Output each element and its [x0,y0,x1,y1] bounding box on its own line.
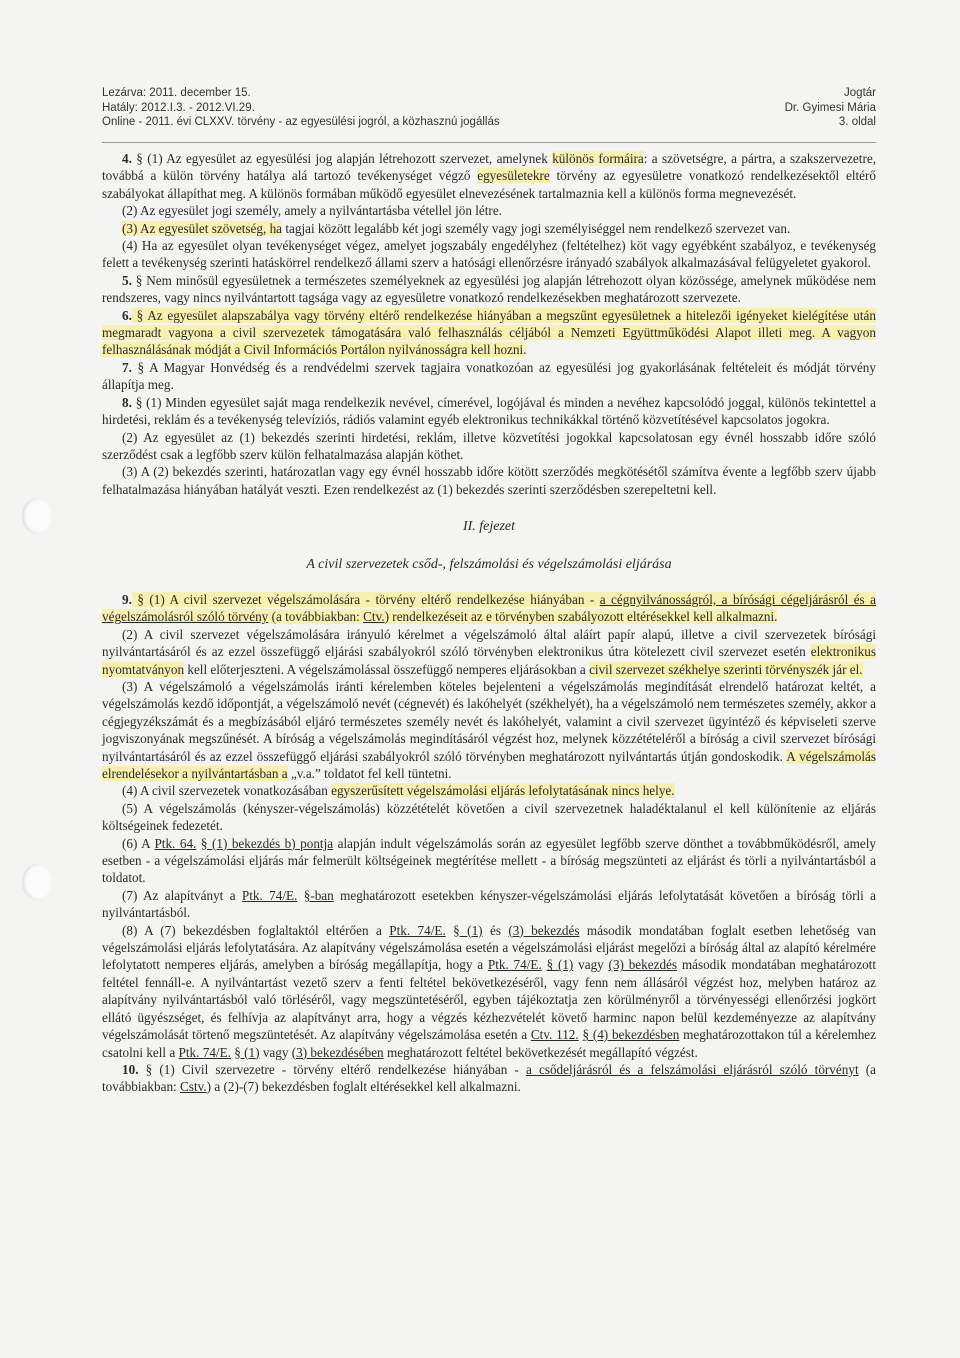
header-source: Jogtár [844,87,876,99]
text: és [482,922,509,938]
law-link[interactable]: Ptk. 74/E. [178,1044,231,1060]
law-link[interactable]: (3) bekezdés [608,957,678,973]
document-body [102,150,876,1096]
highlight: elektronikus nyomtatványon [102,644,876,677]
law-link[interactable]: a csődeljárásról és a felszámolási eljárásról szóló törvényt [525,1061,859,1077]
law-link[interactable]: § (1) bekezdés b) pontja [200,835,334,851]
header-author: Dr. Gyimesi Mária [784,101,876,114]
punch-hole [22,864,52,900]
text: : a szövetségre, a pártra, a szakszervezetre, továbbá a külön törvény hatálya alá tartozó tevékenységet végző [102,151,876,184]
header-right [785,86,876,130]
text: második mondatában meghatározott feltétel fennáll-e. A nyilvántartást vezető szerv a fenti feltétel bekövetkezéséről, vagy fenn nem állásáról végzést hoz, melyben határoz az alapítvány nyilvántartásból való törléséről, vagy megszüntetéséről, egyben tájékoztatja zen körülményről a törvényességi ellenőrzési jogkört ellátó ügyészséget, és felhívja az alapítványt arra, hogy a végzés kézhezvételét követő harminc napon belül kezdeményezze az alapítvány végelszámolását törtenő megszüntetését. Az alapítvány végelszámolása esetén a [102,957,876,1043]
text: második mondatában foglalt esetben lehetőség van végelszámolási eljárás lefolytatására. Az alapítvány végelszámolása esetén a végelszámolási eljárást megelőzi a bíróság által az alapító kérelmére lefolytatott nemperes eljárás, amelyben a bíróság megállapítja, hogy a [102,922,876,973]
text: (a továbbiakban: [102,1061,877,1095]
law-link[interactable]: a cégnyilvánosságról, a bírósági cégeljárásról és a végelszámolásról szóló törvény [102,591,877,625]
text: (6) A [122,835,155,851]
text: vagy [259,1044,292,1060]
law-link[interactable]: § (1) [546,957,574,973]
law-link[interactable]: (3) bekezdésében [291,1044,384,1060]
highlight: civil szervezet székhelye szerinti törvényszék jár el. [589,661,863,677]
section-number: 6. [122,307,132,323]
section-9-para-8 [102,922,876,1061]
highlight: A végelszámolás elrendelésekor a nyilvántartásban a [102,748,876,781]
law-link[interactable]: (3) bekezdés [508,922,580,938]
section-9-para-6 [102,835,876,887]
section-number: 4. [122,151,132,166]
highlight: különös formáira [552,151,644,166]
section-9-para-5: (5) A végelszámolás (kényszer-végelszámolás) közzétételét követően a civil szervezetnek haladéktalanul el kell különítenie az eljárás költségeinek fedezetét. [102,800,876,834]
punch-hole [22,498,52,534]
text: § Nem minősül egyesületnek a természetes személyeknek az egyesülési jog alapján létrehozott olyan közössége, amelynek működése nem rendszeres, vagy nincs nyilvántartott tagsága vagy az egyesületre vonatkozó rendelkezésekben meghatározott szervezete. [102,272,876,306]
text: § (1) Minden egyesület saját maga rendelkezik nevével, címerével, logójával és minden a nevéhez kapcsolódó joggal, különös tekintettel a hirdetési, reklám és a tevékenység televíziós, rádiós valamint egyéb elektronikus technikákkal történő közvetítésével kapcsolatos jogokra. [102,394,876,428]
header-effect-period: Hatály: 2012.I.3. - 2012.VI.29. [102,101,255,114]
text: (2) A civil szervezet végelszámolására irányuló kérelmet a végelszámoló által aláírt papír alapú, illetve a civil szervezetek bírósági nyilvántartásáról és az ezzel összefüggő eljárási szabályokról szóló törvényben elektronikus útra kötelezett civil szervezet esetén [102,626,876,660]
highlight: ) rendelkezéseit az e törvényben szabályozott eltérésekkel kell alkalmazni. [384,609,778,625]
text: meghatározott esetekben kényszer-végelszámolási eljárás lefolytatását követően a bíróság törli a nyilvántartásból. [102,887,876,921]
law-link[interactable]: Ptk. 74/E. [241,887,298,903]
header-law-title: Online - 2011. évi CLXXV. törvény - az egyesülési jogról, a közhasznú jogállás [102,116,500,128]
text: (8) A (7) bekezdésben foglaltaktól eltérően a [122,922,390,938]
header-left [102,86,500,130]
highlight: (3) Az egyesület szövetség, ha [122,220,283,236]
text: meghatározottakon túl a kérelemhez csatolni kell a [102,1027,876,1060]
highlight: egyesületekre [477,168,550,184]
section-number: 10. [122,1061,139,1077]
law-link[interactable]: Ptk. 74/E. [389,922,446,938]
chapter-title: A civil szervezetek csőd-, felszámolási és végelszámolási eljárása [306,556,672,572]
highlight: (a továbbiakban: [268,609,364,625]
chapter-heading: II. fejezet [462,519,516,535]
highlight: § (1) A civil szervezet végelszámolására - törvény eltérő rendelkezése hiányában - [131,591,600,607]
section-8-para-3: (3) A (2) bekezdés szerinti, határozatlan vagy egy évnél hosszabb időre kötött szerződés megkötésétől számítva évente a legfőbb szerv újabb felhatalmazása hiányában hatályát veszti. Ezen rendelkezést az (1) bekezdés szerinti szerződésben szerepeltetni kell. [102,464,876,497]
section-8-para-1 [102,394,876,429]
text: törvény az egyesületre vonatkozó rendelkezésektől eltérő szabályokat állapíthat meg. A különös formában működő egyesület elnevezésének tartalmaznia kell a különös forma megnevezését. [102,168,877,201]
law-link[interactable]: § (4) bekezdésben [582,1027,680,1043]
section-4-para-1 [102,150,876,202]
highlight: egyszerűsített végelszámolási eljárás lefolytatásának nincs helye. [331,783,675,799]
law-link[interactable]: Ctv. 112. [530,1027,579,1043]
text: tagjai között legalább két jogi személy vagy jogi személyiséggel nem rendelkező szervezet van. [282,220,791,236]
text: ) a (2)-(7) bekezdésben foglalt eltérésekkel kell alkalmazni. [206,1079,521,1095]
section-number: 9. [122,591,132,607]
text: „v.a.” toldatot fel kell tüntetni. [287,766,452,781]
law-link[interactable]: §-ban [303,887,334,903]
text: § A Magyar Honvédség és a rendvédelmi szervek tagjaira vonatkozóan az egyesülési jog gyakorlásának feltételeit és módját törvény állapítja meg. [102,359,876,393]
text: (7) Az alapítványt a [122,887,242,903]
section-5 [102,272,876,307]
text: § (1) Az egyesület az egyesülési jog alapján létrehozott szervezet, amelynek [131,151,553,166]
highlight: § Az egyesület alapszabálya vagy törvény eltérő rendelkezése hiányában a megszűnt egyesületnek a hitelezői igényeket kielégítése után megmaradt vagyona a civil szervezetek támogatására való felhasználás céljából a Nemzeti Együttműködési Alapot illeti meg. A vagyon felhasználásának módját a Civil Információs Portálon nyilvánosságra kell hozni. [102,307,876,358]
header-closed-date: Lezárva: 2011. december 15. [102,87,251,99]
header-page-number: 3. oldal [838,116,876,128]
section-6 [102,307,876,359]
section-8-para-2: (2) Az egyesület az (1) bekezdés szerinti hirdetési, reklám, illetve közvetítési jogokkal kapcsolatosan egy évnél hosszabb időre szóló szerződést csak a legfőbb szerv külön felhatalmazása alapján köthet. [102,429,876,462]
law-link[interactable]: § (1) [453,922,483,938]
law-link[interactable]: Ptk. 64. [154,835,197,851]
section-9-para-4 [102,782,876,799]
text: vagy [573,957,609,973]
text: (3) A végelszámoló a végelszámolás iránti kérelemben köteles bejelenteni a végelszámolás megindítását elrendelő határozat keltét, a végelszámolás kezdő időpontját, a végelszámoló nevét (cégnevét) és lakóhelyét (székhelyét), ha a végelszámoló nem természetes személy, akkor a cégjegyzékszámát és a megbízásából eljáró természetes személy nevét és lakóhelyét, valamint a civil szervezet ügyintéző és képviseleti szerve jogviszonyának megszűnését. A bíróság a végelszámolás megindításáról végzést hoz, melynek közzétételéről a bíróság a civil szervezet bírósági nyilvántartásáról és az ezzel összefüggő eljárási szabályokról szóló törvényben meghatározott nyilvántartás útján gondoskodik. [102,678,876,764]
section-10-para-1 [102,1061,876,1096]
section-9-para-2 [102,626,876,678]
section-9-para-7 [102,887,876,922]
section-4-para-2: (2) Az egyesület jogi személy, amely a nyilvántartásba vétellel jön létre. [122,203,502,219]
text: (4) A civil szervezetek vonatkozásában [122,783,332,799]
law-link[interactable]: § (1) [234,1044,260,1060]
text: § (1) Civil szervezetre - törvény eltérő rendelkezése hiányában - [138,1061,526,1077]
text: alapján indult végelszámolás során az egyesület legfőbb szerve dönthet a továbbműködésről, amely esetben - a végelszámolási eljárás már felmerült költségeinek megtérítése mellett - a bíróság megszünteti az eljárást és törli a nyilvántartásból a toldatot. [102,835,877,886]
text: kell előterjeszteni. A végelszámolással összefüggő nemperes eljárásokban a [184,661,590,677]
text: meghatározott feltétel bekövetkezését megállapító végzést. [383,1044,698,1060]
section-number: 7. [122,359,132,375]
law-link[interactable]: Ptk. 74/E. [487,957,542,973]
section-number: 8. [122,394,132,410]
section-number: 5. [122,272,132,288]
section-4-para-4: (4) Ha az egyesület olyan tevékenységet végez, amelyet jogszabály engedélyhez (feltételhez) köt vagy egyébként szabályoz, e tevékenység felett a tevékenység szerinti hatáskörrel rendelkező állami szerv a hatósági ellenőrzésre irányadó szabályok alkalmazásával felügyeletet gyakorol. [102,238,876,271]
section-9-para-1 [102,591,876,626]
section-9-para-3 [102,678,876,782]
section-4-para-3 [102,220,876,237]
section-7 [102,359,876,394]
law-link[interactable]: Cstv. [180,1079,207,1095]
law-link[interactable]: Ctv. [363,609,385,625]
header-divider [102,142,876,143]
